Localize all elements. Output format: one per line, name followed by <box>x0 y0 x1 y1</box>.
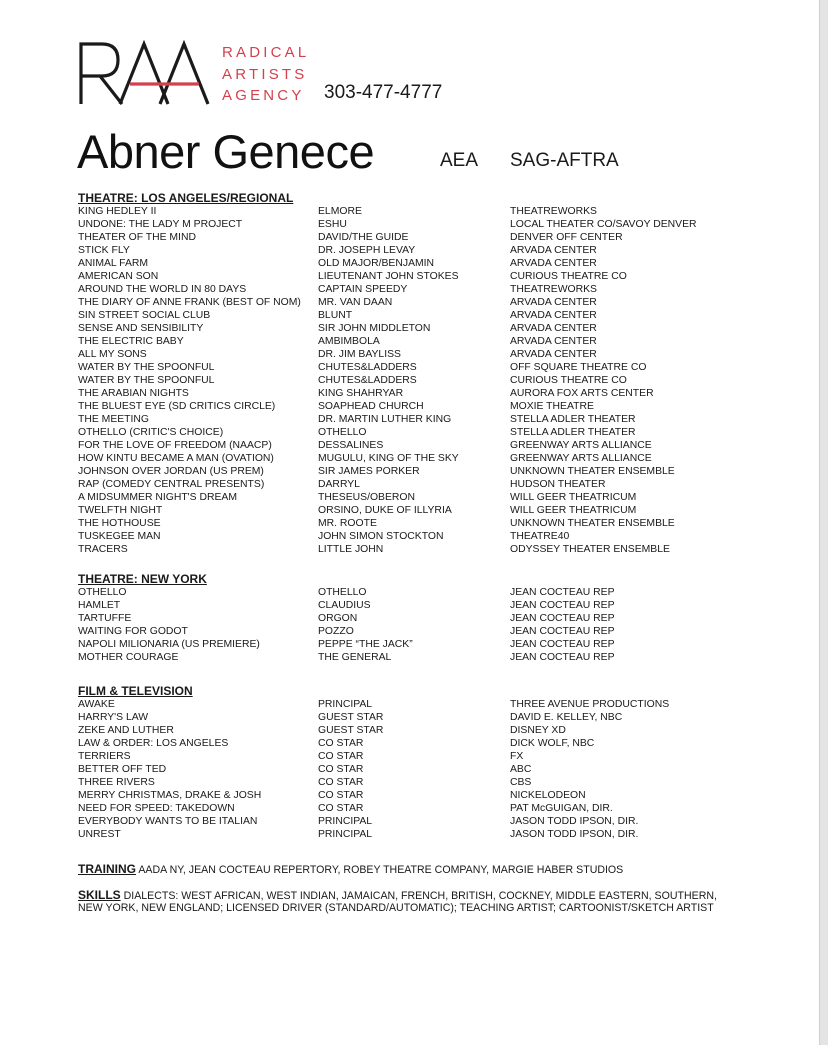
credit-row <box>78 400 778 413</box>
credit-role: CO STAR <box>318 803 364 814</box>
credit-company: LOCAL THEATER CO/SAVOY DENVER <box>510 219 697 230</box>
credit-title: HAMLET <box>78 600 121 611</box>
credit-title: ZEKE AND LUTHER <box>78 725 174 736</box>
credit-company: DAVID E. KELLEY, NBC <box>510 712 623 723</box>
credit-row <box>78 711 778 724</box>
credit-company: ARVADA CENTER <box>510 258 597 269</box>
credit-company: STELLA ADLER THEATER <box>510 414 636 425</box>
credit-role: SIR JOHN MIDDLETON <box>318 323 431 334</box>
credit-row <box>78 283 778 296</box>
credit-company: WILL GEER THEATRICUM <box>510 492 637 503</box>
credit-company: CURIOUS THEATRE CO <box>510 271 627 282</box>
credit-row <box>78 763 778 776</box>
credit-title: ALL MY SONS <box>78 349 147 360</box>
credit-company: JEAN COCTEAU REP <box>510 639 615 650</box>
credit-company: JEAN COCTEAU REP <box>510 587 615 598</box>
credit-company: PAT McGUIGAN, DIR. <box>510 803 613 814</box>
credit-row <box>78 439 778 452</box>
credit-role: PEPPE “THE JACK” <box>318 639 413 650</box>
credit-role: JOHN SIMON STOCKTON <box>318 531 444 542</box>
credit-row <box>78 815 778 828</box>
credit-company: JEAN COCTEAU REP <box>510 613 615 624</box>
credit-title: KING HEDLEY II <box>78 206 157 217</box>
credit-title: UNDONE: THE LADY M PROJECT <box>78 219 243 230</box>
section-title: THEATRE: NEW YORK <box>78 572 207 586</box>
section-title: THEATRE: LOS ANGELES/REGIONAL <box>78 191 294 205</box>
credit-company: NICKELODEON <box>510 790 586 801</box>
credit-company: DISNEY XD <box>510 725 566 736</box>
credit-row <box>78 504 778 517</box>
credit-company: JEAN COCTEAU REP <box>510 600 615 611</box>
credit-role: DR. JOSEPH LEVAY <box>318 245 416 256</box>
credit-company: DENVER OFF CENTER <box>510 232 623 243</box>
credit-role: CO STAR <box>318 777 364 788</box>
credit-title: AROUND THE WORLD IN 80 DAYS <box>78 284 247 295</box>
credit-role: THE GENERAL <box>318 652 392 663</box>
credit-role: PRINCIPAL <box>318 816 373 827</box>
credit-title: NAPOLI MILIONARIA (US PREMIERE) <box>78 639 260 650</box>
credit-title: STICK FLY <box>78 245 130 256</box>
skills-label: SKILLS <box>78 888 121 902</box>
section-theatre-ny <box>78 572 778 664</box>
credit-title: THE MEETING <box>78 414 150 425</box>
credit-title: TRACERS <box>78 544 128 555</box>
credit-role: DESSALINES <box>318 440 384 451</box>
credit-company: OFF SQUARE THEATRE CO <box>510 362 647 373</box>
credit-company: ARVADA CENTER <box>510 336 597 347</box>
credit-row <box>78 335 778 348</box>
credit-title: SENSE AND SENSIBILITY <box>78 323 204 334</box>
credit-row <box>78 586 778 599</box>
credit-company: HUDSON THEATER <box>510 479 606 490</box>
credit-role: CLAUDIUS <box>318 600 371 611</box>
credit-role: OTHELLO <box>318 427 367 438</box>
credit-role: ELMORE <box>318 206 362 217</box>
credit-role: SOAPHEAD CHURCH <box>318 401 424 412</box>
credit-role: CHUTES&LADDERS <box>318 375 417 386</box>
credit-row <box>78 465 778 478</box>
credit-title: TWELFTH NIGHT <box>78 505 163 516</box>
viewer-scrollbar-edge <box>819 0 828 1045</box>
training-line <box>78 863 623 877</box>
credit-role: CHUTES&LADDERS <box>318 362 417 373</box>
agency-line-1: RADICAL <box>222 44 310 61</box>
credit-role: CO STAR <box>318 751 364 762</box>
credit-role: ESHU <box>318 219 347 230</box>
credit-company: UNKNOWN THEATER ENSEMBLE <box>510 518 675 529</box>
credit-title: MOTHER COURAGE <box>78 652 179 663</box>
credit-company: ABC <box>510 764 532 775</box>
credit-company: THEATREWORKS <box>510 206 597 217</box>
credit-row <box>78 599 778 612</box>
credit-role: DAVID/THE GUIDE <box>318 232 409 243</box>
credit-row <box>78 218 778 231</box>
credit-title: THE BLUEST EYE (SD CRITICS CIRCLE) <box>78 401 276 412</box>
credit-company: ARVADA CENTER <box>510 297 597 308</box>
skills-line-1 <box>78 889 717 903</box>
credit-company: WILL GEER THEATRICUM <box>510 505 637 516</box>
credit-title: WATER BY THE SPOONFUL <box>78 362 215 373</box>
credit-row <box>78 322 778 335</box>
credit-role: LIEUTENANT JOHN STOKES <box>318 271 459 282</box>
credit-company: UNKNOWN THEATER ENSEMBLE <box>510 466 675 477</box>
credit-role: MR. ROOTE <box>318 518 377 529</box>
credit-company: THREE AVENUE PRODUCTIONS <box>510 699 670 710</box>
raa-logo <box>78 40 218 106</box>
skills-line-2: NEW YORK, NEW ENGLAND; LICENSED DRIVER (STANDARD/AUTOMATIC); TEACHING ARTIST; CARTOONIST/SKETCH ARTIST <box>78 902 714 914</box>
training-text: AADA NY, JEAN COCTEAU REPERTORY, ROBEY THEATRE COMPANY, MARGIE HABER STUDIOS <box>136 864 624 876</box>
credit-role: CO STAR <box>318 738 364 749</box>
credit-title: HARRY'S LAW <box>78 712 149 723</box>
credit-company: FX <box>510 751 524 762</box>
credit-role: CO STAR <box>318 790 364 801</box>
credit-company: ODYSSEY THEATER ENSEMBLE <box>510 544 670 555</box>
credit-row <box>78 737 778 750</box>
skills-text-1: DIALECTS: WEST AFRICAN, WEST INDIAN, JAMAICAN, FRENCH, BRITISH, COCKNEY, MIDDLE EASTERN, SOUTHERN, <box>120 890 717 902</box>
credit-title: ANIMAL FARM <box>78 258 149 269</box>
credit-role: DARRYL <box>318 479 360 490</box>
credit-title: HOW KINTU BECAME A MAN (OVATION) <box>78 453 274 464</box>
credit-company: JASON TODD IPSON, DIR. <box>510 816 639 827</box>
credit-row <box>78 374 778 387</box>
agency-line-2: ARTISTS <box>222 65 308 83</box>
credit-row <box>78 348 778 361</box>
credit-title: EVERYBODY WANTS TO BE ITALIAN <box>78 816 258 827</box>
credit-row <box>78 387 778 400</box>
credit-role: DR. MARTIN LUTHER KING <box>318 414 452 425</box>
credit-company: AURORA FOX ARTS CENTER <box>510 388 654 399</box>
credit-row <box>78 426 778 439</box>
credit-company: JEAN COCTEAU REP <box>510 626 615 637</box>
credit-role: MR. VAN DAAN <box>318 297 393 308</box>
credit-title: FOR THE LOVE OF FREEDOM (NAACP) <box>78 440 272 451</box>
credit-role: AMBIMBOLA <box>318 336 380 347</box>
credit-role: THESEUS/OBERON <box>318 492 415 503</box>
credit-title: OTHELLO <box>78 587 127 598</box>
credit-role: GUEST STAR <box>318 725 384 736</box>
credit-role: GUEST STAR <box>318 712 384 723</box>
credit-row <box>78 789 778 802</box>
credit-row <box>78 452 778 465</box>
credit-role: ORSINO, DUKE OF ILLYRIA <box>318 505 452 516</box>
credit-row <box>78 361 778 374</box>
credit-role: BLUNT <box>318 310 353 321</box>
credit-title: JOHNSON OVER JORDAN (US PREM) <box>78 466 264 477</box>
credit-title: OTHELLO (CRITIC'S CHOICE) <box>78 427 224 438</box>
credit-role: LITTLE JOHN <box>318 544 384 555</box>
section-theatre-la <box>78 191 778 556</box>
credit-row <box>78 231 778 244</box>
credit-title: THE ARABIAN NIGHTS <box>78 388 189 399</box>
credit-row <box>78 517 778 530</box>
credit-company: ARVADA CENTER <box>510 349 597 360</box>
credit-role: CO STAR <box>318 764 364 775</box>
credit-row <box>78 491 778 504</box>
credit-title: BETTER OFF TED <box>78 764 167 775</box>
credit-company: JASON TODD IPSON, DIR. <box>510 829 639 840</box>
credit-title: AMERICAN SON <box>78 271 159 282</box>
credit-role: OLD MAJOR/BENJAMIN <box>318 258 435 269</box>
credit-company: ARVADA CENTER <box>510 310 597 321</box>
credit-role: ORGON <box>318 613 358 624</box>
credit-row <box>78 257 778 270</box>
credit-row <box>78 244 778 257</box>
credit-title: WAITING FOR GODOT <box>78 626 188 637</box>
credit-row <box>78 828 778 841</box>
credit-company: GREENWAY ARTS ALLIANCE <box>510 453 652 464</box>
credit-row <box>78 750 778 763</box>
credit-company: ARVADA CENTER <box>510 323 597 334</box>
credit-row <box>78 612 778 625</box>
credit-title: THEATER OF THE MIND <box>78 232 196 243</box>
credit-row <box>78 413 778 426</box>
credit-role: CAPTAIN SPEEDY <box>318 284 408 295</box>
credit-row <box>78 309 778 322</box>
actor-name: Abner Genece <box>77 125 375 178</box>
credit-row <box>78 698 778 711</box>
credit-role: MUGULU, KING OF THE SKY <box>318 453 459 464</box>
credit-company: STELLA ADLER THEATER <box>510 427 636 438</box>
credit-company: DICK WOLF, NBC <box>510 738 595 749</box>
credit-title: UNREST <box>78 829 121 840</box>
credit-role: DR. JIM BAYLISS <box>318 349 401 360</box>
section-film-tv <box>78 684 778 841</box>
credit-company: MOXIE THEATRE <box>510 401 594 412</box>
credit-row <box>78 296 778 309</box>
credit-row <box>78 638 778 651</box>
credit-company: THEATREWORKS <box>510 284 597 295</box>
agency-name <box>222 42 309 107</box>
credit-title: THE ELECTRIC BABY <box>78 336 184 347</box>
credit-row <box>78 651 778 664</box>
credit-row <box>78 270 778 283</box>
credit-row <box>78 478 778 491</box>
credit-title: RAP (COMEDY CENTRAL PRESENTS) <box>78 479 265 490</box>
credit-title: TUSKEGEE MAN <box>78 531 161 542</box>
credit-company: CBS <box>510 777 532 788</box>
credit-row <box>78 776 778 789</box>
credit-row <box>78 543 778 556</box>
credit-row <box>78 205 778 218</box>
credit-row <box>78 530 778 543</box>
credit-title: TERRIERS <box>78 751 131 762</box>
training-label: TRAINING <box>78 862 136 876</box>
section-title: FILM & TELEVISION <box>78 684 193 698</box>
credit-row <box>78 625 778 638</box>
credit-row <box>78 724 778 737</box>
credit-row <box>78 802 778 815</box>
credit-company: JEAN COCTEAU REP <box>510 652 615 663</box>
credit-title: THE DIARY OF ANNE FRANK (BEST OF NOM) <box>78 297 301 308</box>
credit-company: GREENWAY ARTS ALLIANCE <box>510 440 652 451</box>
credit-title: MERRY CHRISTMAS, DRAKE & JOSH <box>78 790 262 801</box>
credit-title: A MIDSUMMER NIGHT'S DREAM <box>78 492 238 503</box>
credit-role: KING SHAHRYAR <box>318 388 404 399</box>
credit-title: WATER BY THE SPOONFUL <box>78 375 215 386</box>
credit-title: THREE RIVERS <box>78 777 155 788</box>
credit-role: PRINCIPAL <box>318 699 373 710</box>
credit-title: SIN STREET SOCIAL CLUB <box>78 310 211 321</box>
credit-company: CURIOUS THEATRE CO <box>510 375 627 386</box>
agency-phone: 303-477-4777 <box>324 82 443 103</box>
credit-company: THEATRE40 <box>510 531 570 542</box>
credit-role: OTHELLO <box>318 587 367 598</box>
agency-line-3: AGENCY <box>222 87 305 104</box>
credit-title: TARTUFFE <box>78 613 132 624</box>
credit-role: SIR JAMES PORKER <box>318 466 420 477</box>
union-aea: AEA <box>440 150 479 171</box>
credit-role: POZZO <box>318 626 354 637</box>
credit-role: PRINCIPAL <box>318 829 373 840</box>
credit-title: NEED FOR SPEED: TAKEDOWN <box>78 803 235 814</box>
credit-title: THE HOTHOUSE <box>78 518 161 529</box>
union-sag-aftra: SAG-AFTRA <box>510 150 619 171</box>
credit-title: LAW & ORDER: LOS ANGELES <box>78 738 229 749</box>
credit-title: AWAKE <box>78 699 115 710</box>
credit-company: ARVADA CENTER <box>510 245 597 256</box>
